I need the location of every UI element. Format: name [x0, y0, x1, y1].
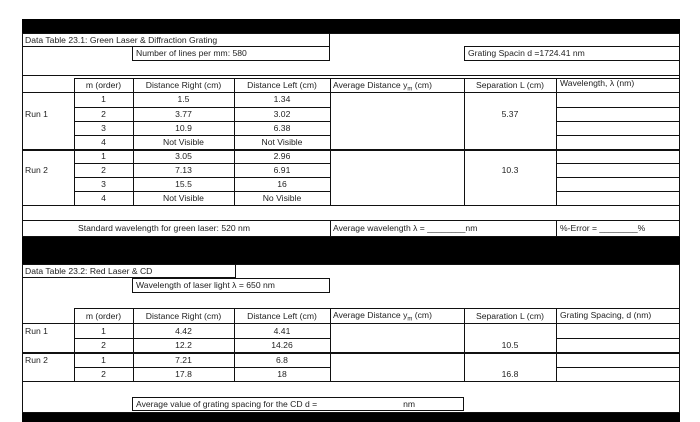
t1-r1-m1: 1	[101, 94, 106, 104]
t2-r1-m1: 1	[101, 326, 106, 336]
t1-wl-line	[556, 135, 680, 136]
t1-r2-m4: 4	[101, 193, 106, 203]
t2-r2-left1: 6.8	[276, 355, 288, 365]
t2-header-order: m (order)	[85, 311, 122, 321]
t1-r2-left3: 16	[277, 179, 287, 189]
t2-run1-label: Run 1	[25, 326, 48, 336]
t1-header-avg	[333, 80, 432, 96]
t1-wl-line	[556, 191, 680, 192]
t1-footer-div1	[330, 220, 331, 236]
t2-header-sep: Separation L (cm)	[476, 311, 544, 321]
t1-header-sep: Separation L (cm)	[476, 80, 544, 90]
bottom-black-bar	[22, 413, 680, 422]
t1-header-avg-sub: m	[407, 86, 413, 93]
t1-r2-right4: Not Visible	[163, 193, 204, 203]
t1-r2-left2: 6.91	[273, 165, 291, 175]
table1-title: Data Table 23.1: Green Laser & Diffraction Grating	[25, 35, 218, 45]
t2-run1-separation: 10.5	[501, 340, 519, 350]
table1-body-bottom	[22, 205, 680, 206]
t2-r2-right2: 17.8	[175, 369, 192, 379]
t2-row-line	[74, 338, 330, 339]
top-black-bar	[22, 19, 680, 33]
table2-col-spacing	[556, 308, 557, 382]
table1-col-sep	[464, 78, 465, 206]
t2-header-right: Distance Right (cm)	[145, 311, 222, 321]
t1-r1-left3: 6.38	[273, 123, 291, 133]
t2-r1-left1: 4.41	[273, 326, 291, 336]
t1-row-line	[74, 191, 330, 192]
t2-r2-left2: 18	[277, 369, 287, 379]
t2-r1-right1: 4.42	[175, 326, 192, 336]
t2-row-line	[74, 367, 330, 368]
t2-r1-right2: 12.2	[175, 340, 192, 350]
t1-run1-label: Run 1	[25, 109, 48, 119]
t1-r1-m2: 2	[101, 109, 106, 119]
cd-grating-average-label: Average value of grating spacing for the CD d = nm	[136, 399, 416, 409]
t1-r1-m4: 4	[101, 137, 106, 147]
t1-r1-right4: Not Visible	[163, 137, 204, 147]
t1-r2-left4: No Visible	[262, 193, 302, 203]
standard-wavelength-label: Standard wavelength for green laser: 520 nm	[78, 223, 250, 233]
t2-header-avg-sub: m	[407, 316, 413, 323]
t1-r1-left2: 3.02	[273, 109, 291, 119]
t1-r1-m3: 3	[101, 123, 106, 133]
t1-r2-m2: 2	[101, 165, 106, 175]
t1-run1-separation: 5.37	[501, 109, 519, 119]
t1-row-line	[74, 177, 330, 178]
t2-r1-m2: 2	[101, 340, 106, 350]
t1-r1-right3: 10.9	[175, 123, 192, 133]
laser-wavelength-label: Wavelength of laser light λ = 650 nm	[136, 280, 275, 290]
t1-row-line	[74, 163, 330, 164]
t1-r2-right3: 15.5	[175, 179, 192, 189]
t2-header-avg-text: Average Distance y	[333, 310, 408, 320]
t1-run2-separation: 10.3	[501, 165, 519, 175]
t1-r2-m3: 3	[101, 179, 106, 189]
t2-spacing-line	[556, 367, 680, 368]
t1-header-wavelength: Wavelength, λ (nm)	[560, 78, 635, 88]
t1-header-left: Distance Left (cm)	[247, 80, 317, 90]
t1-header-right: Distance Right (cm)	[145, 80, 222, 90]
t1-footer-div2	[556, 220, 557, 236]
t2-run2-separation: 16.8	[501, 369, 519, 379]
average-wavelength-field[interactable]: Average wavelength λ = ________nm	[333, 223, 478, 233]
t1-header-avg-unit: (cm)	[412, 80, 432, 90]
t2-r1-left2: 14.26	[271, 340, 293, 350]
table2-body-bottom	[22, 381, 680, 382]
table2-run-divider	[22, 352, 680, 354]
t1-header-order: m (order)	[85, 80, 122, 90]
t1-r2-right1: 3.05	[175, 151, 192, 161]
t1-r1-left1: 1.34	[273, 94, 291, 104]
table2-title: Data Table 23.2: Red Laser & CD	[25, 266, 153, 276]
t1-wl-line	[556, 107, 680, 108]
t2-r2-m1: 1	[101, 355, 106, 365]
t2-header-left: Distance Left (cm)	[247, 311, 317, 321]
t2-r2-m2: 2	[101, 369, 106, 379]
t2-spacing-line	[556, 338, 680, 339]
t1-run2-label: Run 2	[25, 165, 48, 175]
t1-row-line	[74, 135, 330, 136]
t1-header-avg-text: Average Distance y	[333, 80, 408, 90]
t1-wl-line	[556, 163, 680, 164]
t1-wl-line	[556, 177, 680, 178]
t1-r1-right1: 1.5	[177, 94, 190, 104]
t1-row-line	[74, 121, 330, 122]
t2-header-spacing: Grating Spacing, d (nm)	[560, 310, 652, 320]
t1-row-line	[74, 107, 330, 108]
table2-col-avg	[330, 308, 331, 382]
table1-col-wl	[556, 78, 557, 206]
t1-r2-left1: 2.96	[273, 151, 291, 161]
t1-wl-line	[556, 121, 680, 122]
lines-per-mm-label: Number of lines per mm: 580	[136, 48, 247, 58]
percent-error-field[interactable]: %-Error = ________%	[560, 223, 646, 233]
t1-r2-right2: 7.13	[175, 165, 192, 175]
t2-r2-right1: 7.21	[175, 355, 192, 365]
t2-header-avg	[333, 310, 432, 326]
table1-gap-line	[22, 75, 680, 76]
t2-header-avg-unit: (cm)	[412, 310, 432, 320]
t1-r2-m1: 1	[101, 151, 106, 161]
middle-black-bar	[22, 237, 680, 264]
table1-col-avg	[330, 78, 331, 206]
t2-run2-label: Run 2	[25, 355, 48, 365]
grating-spacing-label: Grating Spacin d =1724.41 nm	[468, 48, 585, 58]
t1-r1-left4: Not Visible	[261, 137, 303, 147]
table2-header-top	[74, 308, 680, 309]
table1-footer-top	[22, 220, 680, 221]
t1-r1-right2: 3.77	[175, 109, 192, 119]
